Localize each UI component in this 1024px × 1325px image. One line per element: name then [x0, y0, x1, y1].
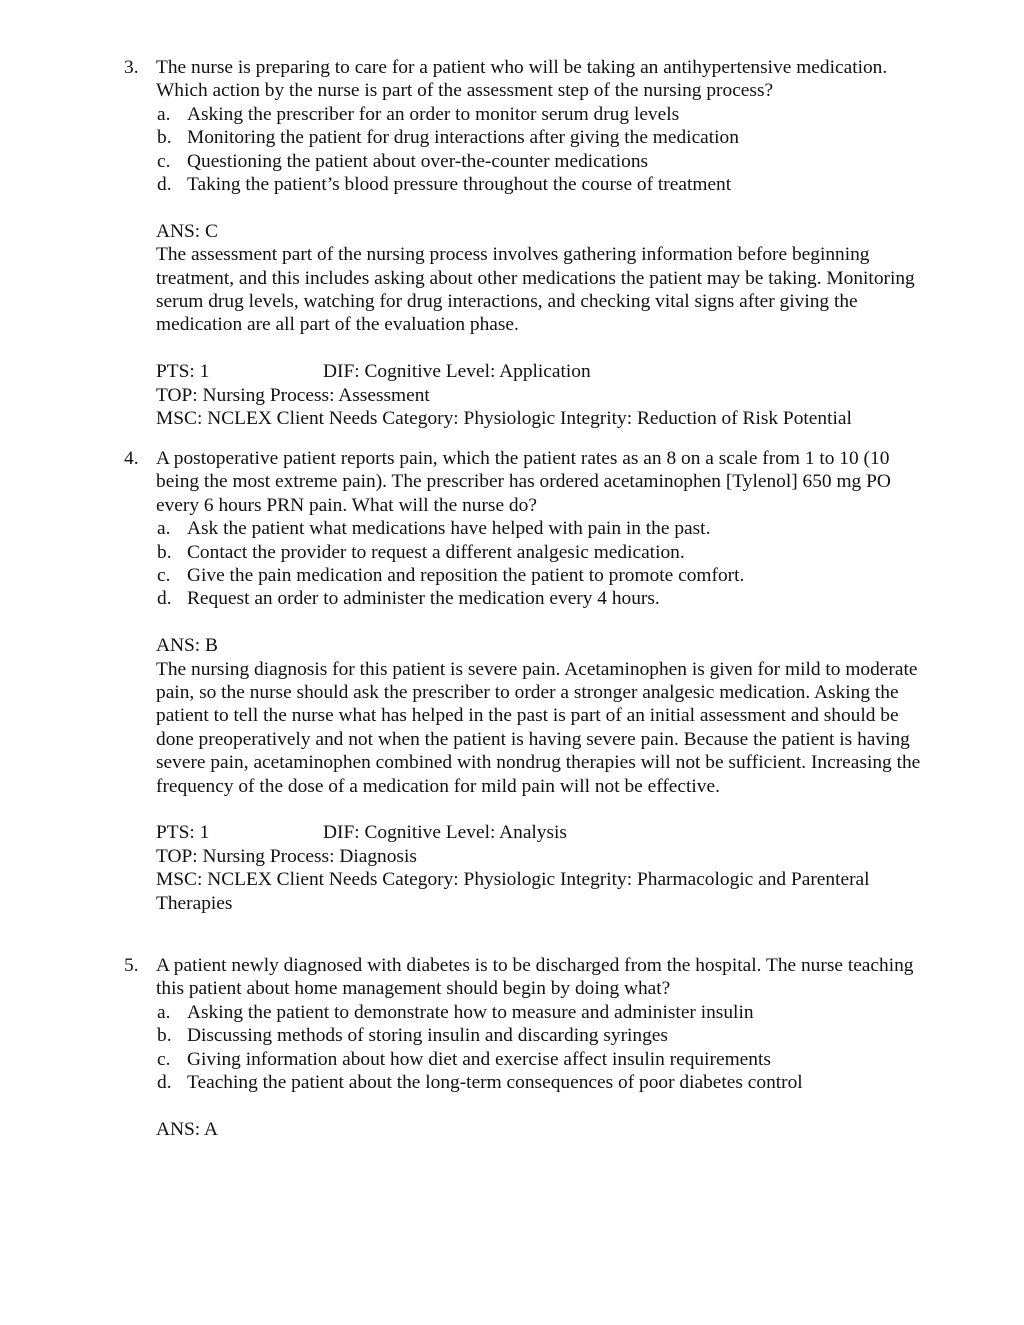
rationale: The assessment part of the nursing process involves gathering information before beginning treatment, and this includes asking about other medications the patient may be taking. Monitoring serum drug levels, watching for drug interactions, and checking vital signs after giving the medication are all part of the evaluation phase.	[156, 244, 915, 336]
option-a	[156, 1001, 934, 1024]
option-text: Ask the patient what medications have helped with pain in the past.	[187, 518, 711, 540]
option-d	[156, 587, 934, 610]
question-number: 5.	[124, 955, 139, 976]
option-b	[156, 126, 934, 149]
option-c	[156, 1048, 934, 1071]
answer-key: ANS: B	[156, 635, 218, 657]
option-letter: b.	[157, 1025, 172, 1047]
question-stem: A patient newly diagnosed with diabetes is to be discharged from the hospital. The nurse teaching this patient about home management should begin by doing what?	[156, 955, 914, 1000]
option-letter: a.	[157, 518, 171, 540]
option-text: Teaching the patient about the long-term consequences of poor diabetes control	[187, 1072, 803, 1094]
question-3	[124, 56, 934, 430]
topic: TOP: Nursing Process: Diagnosis	[156, 845, 417, 867]
question-stem: A postoperative patient reports pain, which the patient rates as an 8 on a scale from 1 to 10 (10 being the most extreme pain). The prescriber has ordered acetaminophen [Tylenol] 650 mg PO every 6 hours PRN pain. What will the nurse do?	[156, 448, 891, 516]
option-text: Asking the prescriber for an order to monitor serum drug levels	[187, 103, 680, 125]
question-number: 3.	[124, 57, 139, 78]
option-text: Discussing methods of storing insulin and discarding syringes	[187, 1025, 668, 1047]
option-text: Taking the patient’s blood pressure throughout the course of treatment	[187, 174, 732, 196]
option-letter: d.	[157, 588, 172, 610]
option-letter: a.	[157, 103, 171, 125]
client-needs-category: MSC: NCLEX Client Needs Category: Physiologic Integrity: Pharmacologic and Parenteral Therapies	[156, 869, 870, 914]
option-text: Questioning the patient about over-the-counter medications	[187, 150, 649, 172]
option-d	[156, 1071, 934, 1094]
option-letter: d.	[157, 1072, 172, 1094]
difficulty: DIF: Cognitive Level: Analysis	[323, 822, 567, 844]
question-number: 4.	[124, 448, 139, 469]
answer-key: ANS: A	[156, 1118, 218, 1140]
rationale: The nursing diagnosis for this patient is severe pain. Acetaminophen is given for mild to moderate pain, so the nurse should ask the prescriber to order a stronger analgesic medication. Asking the patient to tell the nurse what has helped in the past is part of an initial assessment and should be done preoperatively and not when the patient is having severe pain. Because the patient is having severe pain, acetaminophen combined with nondrug therapies will not be sufficient. Increasing the frequency of the dose of a medication for mild pain will not be effective.	[156, 658, 921, 797]
option-letter: b.	[157, 127, 172, 149]
question-4	[124, 447, 934, 915]
option-letter: b.	[157, 541, 172, 563]
option-text: Contact the provider to request a different analgesic medication.	[187, 541, 685, 563]
points: PTS: 1	[156, 361, 210, 383]
option-letter: d.	[157, 174, 172, 196]
option-letter: c.	[157, 565, 171, 587]
option-letter: c.	[157, 150, 171, 172]
option-c	[156, 150, 934, 173]
answer-key: ANS: C	[156, 220, 218, 242]
option-a	[156, 517, 934, 540]
topic: TOP: Nursing Process: Assessment	[156, 384, 430, 406]
option-letter: a.	[157, 1001, 171, 1023]
question-5	[124, 954, 934, 1141]
option-text: Request an order to administer the medication every 4 hours.	[187, 588, 660, 610]
client-needs-category: MSC: NCLEX Client Needs Category: Physiologic Integrity: Reduction of Risk Potential	[156, 408, 852, 430]
question-stem: The nurse is preparing to care for a patient who will be taking an antihypertensive medication. Which action by the nurse is part of the assessment step of the nursing process?	[156, 57, 888, 102]
option-c	[156, 564, 934, 587]
option-text: Giving information about how diet and exercise affect insulin requirements	[187, 1048, 771, 1070]
difficulty: DIF: Cognitive Level: Application	[323, 361, 591, 383]
option-text: Monitoring the patient for drug interactions after giving the medication	[187, 127, 739, 149]
option-b	[156, 541, 934, 564]
option-text: Give the pain medication and reposition the patient to promote comfort.	[187, 565, 745, 587]
points: PTS: 1	[156, 822, 210, 844]
points-difficulty-line	[156, 360, 934, 383]
option-text: Asking the patient to demonstrate how to measure and administer insulin	[187, 1001, 754, 1023]
points-difficulty-line	[156, 821, 934, 844]
option-a	[156, 103, 934, 126]
option-letter: c.	[157, 1048, 171, 1070]
option-d	[156, 173, 934, 196]
option-b	[156, 1024, 934, 1047]
